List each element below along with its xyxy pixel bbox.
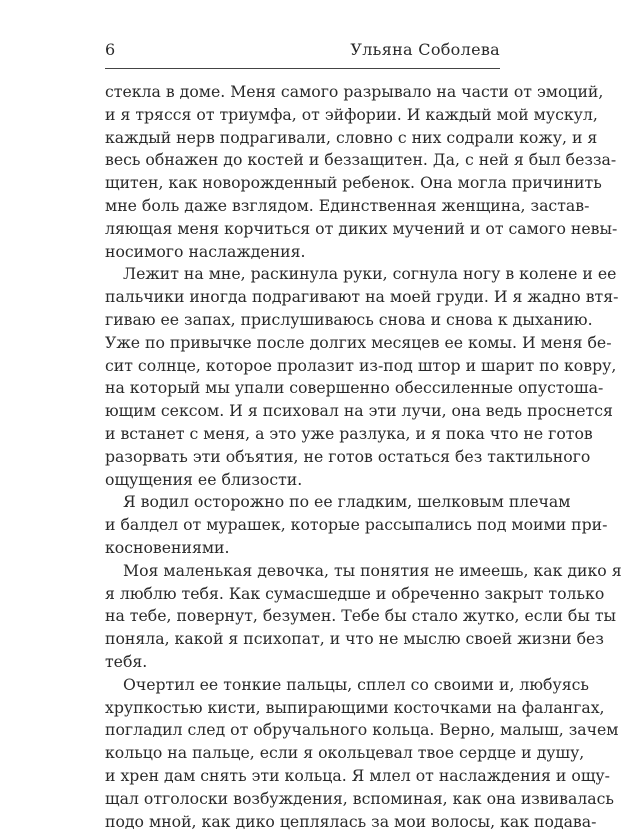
text-line: ощущения ее близости. [105,469,500,492]
paragraph [105,81,500,263]
text-line: Очертил ее тонкие пальцы, сплел со своими и, любуясь [105,674,500,697]
text-line: подо мной, как дико цеплялась за мои волосы, как подава- [105,811,500,833]
text-line: Уже по привычке после долгих месяцев ее комы. И меня бе- [105,332,500,355]
text-line: ющим сексом. И я психовал на эти лучи, она ведь проснется [105,400,500,423]
text-line: косновениями. [105,537,500,560]
body-text [105,81,500,833]
text-line: щитен, как новорожденный ребенок. Она могла причинить [105,172,500,195]
paragraph [105,674,500,833]
text-line: на тебе, повернут, безумен. Тебе бы стало жутко, если бы ты [105,605,500,628]
text-line: каждый нерв подрагивали, словно с них содрали кожу, и я [105,127,500,150]
text-line: разорвать эти объятия, не готов остаться без тактильного [105,446,500,469]
text-line: тебя. [105,651,500,674]
text-line: и хрен дам снять эти кольца. Я млел от наслаждения и ощу- [105,765,500,788]
text-line: щал отголоски возбуждения, вспоминая, как она извивалась [105,788,500,811]
text-line: погладил след от обручального кольца. Верно, малыш, зачем [105,719,500,742]
paragraph [105,491,500,559]
paragraph [105,263,500,491]
text-line: пальчики иногда подрагивают на моей груди. И я жадно втя- [105,286,500,309]
paragraph [105,560,500,674]
text-line: ляющая меня корчиться от диких мучений и от самого невы- [105,218,500,241]
text-line: на который мы упали совершенно обессиленные опустоша- [105,377,500,400]
text-line: и балдел от мурашек, которые рассыпались под моими при- [105,514,500,537]
text-line: мне боль даже взглядом. Единственная женщина, застав- [105,195,500,218]
page-number: 6 [105,40,115,60]
text-line: Моя маленькая девочка, ты понятия не имеешь, как дико я [105,560,500,583]
page-header [105,40,500,62]
text-line: Я водил осторожно по ее гладким, шелковым плечам [105,491,500,514]
text-line: Лежит на мне, раскинула руки, согнула ногу в колене и ее [105,263,500,286]
text-line: и встанет с меня, а это уже разлука, и я пока что не готов [105,423,500,446]
text-line: хрупкостью кисти, выпирающими косточками на фалангах, [105,697,500,720]
text-line: весь обнажен до костей и беззащитен. Да, с ней я был безза- [105,149,500,172]
text-line: и я трясся от триумфа, от эйфории. И каждый мой мускул, [105,104,500,127]
text-line: поняла, какой я психопат, и что не мыслю своей жизни без [105,628,500,651]
text-line: носимого наслаждения. [105,241,500,264]
text-line: стекла в доме. Меня самого разрывало на части от эмоций, [105,81,500,104]
text-line: гиваю ее запах, прислушиваюсь снова и снова к дыханию. [105,309,500,332]
text-line: я люблю тебя. Как сумасшедше и обреченно закрыт только [105,583,500,606]
text-line: сит солнце, которое пролазит из-под штор и шарит по ковру, [105,355,500,378]
running-head-author: Ульяна Соболева [350,40,500,60]
header-rule [105,68,500,69]
text-line: кольцо на пальце, если я окольцевал твое сердце и душу, [105,742,500,765]
